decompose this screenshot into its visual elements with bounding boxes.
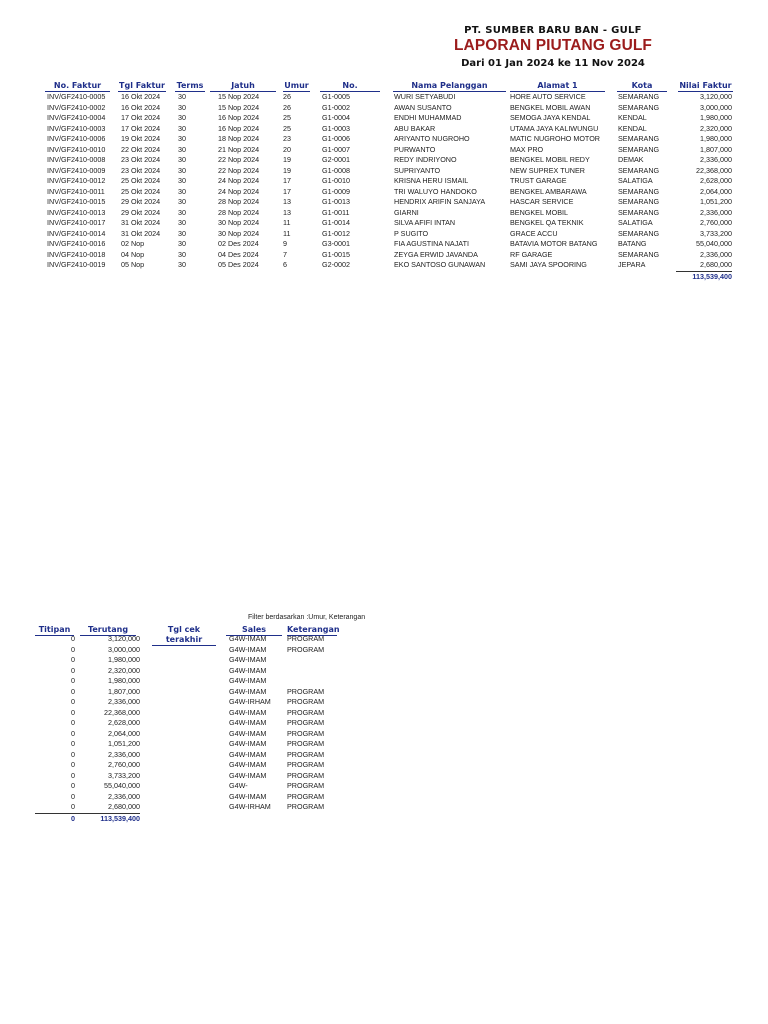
cell-umur: 13 [283, 207, 291, 217]
cell-sales: G4W-IMAM [229, 634, 267, 643]
cell-alamat: HASCAR SERVICE [510, 197, 574, 206]
cell-terms: 30 [178, 197, 186, 206]
column-header-umur: Umur [284, 81, 309, 90]
cell-nilai-faktur: 2,680,000 [700, 260, 732, 269]
cell-kota: SEMARANG [618, 197, 660, 206]
cell-nama-pelanggan: ZEYGA ERWID JAVANDA [394, 249, 478, 259]
cell-nilai-faktur: 3,733,200 [700, 228, 732, 238]
cell-alamat: NEW SUPREX TUNER [510, 165, 585, 175]
cell-titipan: 0 [71, 634, 75, 643]
cell-keterangan: PROGRAM [287, 760, 325, 769]
cell-alamat: GRACE ACCU [510, 228, 558, 238]
cell-umur: 7 [283, 249, 287, 259]
cell-tgl-faktur: 04 Nop [121, 249, 145, 259]
cell-umur: 11 [283, 218, 291, 227]
cell-tgl-faktur: 31 Okt 2024 [121, 218, 161, 227]
cell-jatuh: 30 Nop 2024 [218, 228, 260, 238]
cell-no-faktur: INV/GF2410-0013 [47, 207, 106, 217]
total-nilai-faktur: 113,539,400 [692, 271, 732, 281]
cell-terutang: 3,733,200 [108, 770, 140, 780]
cell-terms: 30 [178, 186, 186, 196]
cell-sales: G4W-IMAM [229, 676, 267, 685]
cell-alamat: UTAMA JAYA KALIWUNGU [510, 123, 599, 133]
cell-umur: 6 [283, 260, 287, 269]
cell-kota: KENDAL [618, 123, 647, 133]
column-header-nilai-faktur: Nilai Faktur [679, 81, 732, 90]
column-header-nama-pelanggan: Nama Pelanggan [393, 81, 506, 92]
cell-sales: G4W- [229, 781, 248, 790]
cell-alamat: BENGKEL AMBARAWA [510, 186, 587, 196]
cell-titipan: 0 [71, 665, 75, 675]
cell-kota: SEMARANG [618, 144, 660, 154]
cell-keterangan: PROGRAM [287, 770, 325, 780]
cell-terms: 30 [178, 218, 186, 227]
cell-terms: 30 [178, 239, 186, 248]
cell-terms: 30 [178, 113, 186, 122]
cell-no: G1-0011 [322, 207, 350, 217]
cell-no-faktur: INV/GF2410-0009 [47, 165, 106, 175]
column-header-keterangan: Keterangan [287, 625, 340, 634]
cell-alamat: BENGKEL MOBIL [510, 207, 569, 217]
cell-kota: SEMARANG [618, 134, 660, 143]
cell-tgl-faktur: 29 Okt 2024 [121, 197, 161, 206]
column-header-tgl-faktur: Tgl Faktur [119, 81, 165, 90]
cell-keterangan: PROGRAM [287, 634, 325, 643]
column-header-no: No. [320, 81, 380, 92]
cell-nama-pelanggan: AWAN SUSANTO [394, 102, 452, 112]
cell-titipan: 0 [71, 697, 75, 706]
cell-terms: 30 [178, 249, 186, 259]
cell-alamat: MAX PRO [510, 144, 544, 154]
cell-nama-pelanggan: REDY INDRIYONO [394, 155, 457, 164]
cell-jatuh: 15 Nop 2024 [218, 92, 260, 101]
cell-nama-pelanggan: FIA AGUSTINA NAJATI [394, 239, 469, 248]
cell-no: G1-0004 [322, 113, 350, 122]
cell-terms: 30 [178, 228, 186, 238]
cell-umur: 25 [283, 123, 291, 133]
cell-nilai-faktur: 1,980,000 [700, 113, 732, 122]
cell-terutang: 3,000,000 [108, 644, 140, 654]
cell-titipan: 0 [71, 760, 75, 769]
total-terutang: 113,539,400 [100, 813, 140, 823]
cell-keterangan: PROGRAM [287, 749, 325, 759]
cell-no: G1-0008 [322, 165, 350, 175]
cell-nilai-faktur: 3,120,000 [700, 92, 732, 101]
cell-no-faktur: INV/GF2410-0016 [47, 239, 106, 248]
cell-tgl-faktur: 31 Okt 2024 [121, 228, 161, 238]
cell-sales: G4W-IRHAM [229, 802, 271, 811]
cell-tgl-faktur: 19 Okt 2024 [121, 134, 161, 143]
cell-jatuh: 16 Nop 2024 [218, 123, 260, 133]
cell-no-faktur: INV/GF2410-0011 [47, 186, 105, 196]
cell-terms: 30 [178, 155, 186, 164]
cell-nilai-faktur: 2,336,000 [700, 155, 732, 164]
cell-kota: SEMARANG [618, 249, 660, 259]
cell-no: G1-0010 [322, 176, 350, 185]
cell-jatuh: 21 Nop 2024 [218, 144, 260, 154]
cell-sales: G4W-IMAM [229, 718, 267, 727]
cell-nama-pelanggan: HENDRIX ARIFIN SANJAYA [394, 197, 486, 206]
cell-titipan: 0 [71, 749, 75, 759]
cell-sales: G4W-IMAM [229, 728, 267, 738]
cell-jatuh: 16 Nop 2024 [218, 113, 260, 122]
cell-kota: SEMARANG [618, 165, 660, 175]
cell-nama-pelanggan: SUPRIYANTO [394, 165, 441, 175]
cell-no-faktur: INV/GF2410-0015 [47, 197, 106, 206]
cell-no: G1-0012 [322, 228, 350, 238]
cell-umur: 23 [283, 134, 291, 143]
cell-tgl-faktur: 17 Okt 2024 [121, 123, 161, 133]
cell-kota: SEMARANG [618, 92, 660, 101]
cell-terutang: 2,336,000 [108, 791, 140, 801]
company-name: PT. SUMBER BARU BAN - GULF [464, 25, 642, 36]
cell-titipan: 0 [71, 686, 75, 696]
cell-nilai-faktur: 2,628,000 [700, 176, 732, 185]
cell-terutang: 2,064,000 [108, 728, 140, 738]
cell-no: G1-0007 [322, 144, 350, 154]
cell-no: G3-0001 [322, 239, 350, 248]
cell-tgl-faktur: 23 Okt 2024 [121, 155, 161, 164]
column-header-terutang: Terutang [80, 625, 136, 636]
cell-terms: 30 [178, 134, 186, 143]
cell-sales: G4W-IMAM [229, 707, 267, 717]
cell-titipan: 0 [71, 802, 75, 811]
cell-titipan: 0 [71, 718, 75, 727]
cell-nama-pelanggan: P SUGITO [394, 228, 429, 238]
cell-tgl-faktur: 16 Okt 2024 [121, 92, 161, 101]
total-titipan: 0 [71, 813, 75, 823]
cell-nama-pelanggan: PURWANTO [394, 144, 436, 154]
cell-keterangan: PROGRAM [287, 718, 325, 727]
cell-terms: 30 [178, 102, 186, 112]
cell-no-faktur: INV/GF2410-0017 [47, 218, 106, 227]
cell-umur: 17 [283, 176, 291, 185]
cell-tgl-faktur: 17 Okt 2024 [121, 113, 161, 122]
cell-keterangan: PROGRAM [287, 644, 325, 654]
cell-terutang: 2,336,000 [108, 749, 140, 759]
cell-umur: 9 [283, 239, 287, 248]
cell-kota: SEMARANG [618, 207, 660, 217]
cell-sales: G4W-IMAM [229, 760, 267, 769]
cell-alamat: HORE AUTO SERVICE [510, 92, 586, 101]
cell-no: G1-0009 [322, 186, 350, 196]
cell-kota: SEMARANG [618, 102, 660, 112]
cell-titipan: 0 [71, 644, 75, 654]
cell-umur: 20 [283, 144, 291, 154]
cell-nilai-faktur: 2,336,000 [700, 207, 732, 217]
cell-no-faktur: INV/GF2410-0008 [47, 155, 106, 164]
cell-terutang: 2,628,000 [108, 718, 140, 727]
cell-no-faktur: INV/GF2410-0014 [47, 228, 106, 238]
cell-no-faktur: INV/GF2410-0004 [47, 113, 106, 122]
cell-tgl-faktur: 16 Okt 2024 [121, 102, 161, 112]
column-header-titipan: Titipan [35, 625, 74, 636]
cell-kota: KENDAL [618, 113, 647, 122]
cell-tgl-faktur: 02 Nop [121, 239, 145, 248]
cell-jatuh: 04 Des 2024 [218, 249, 259, 259]
cell-umur: 17 [283, 186, 291, 196]
cell-jatuh: 28 Nop 2024 [218, 207, 260, 217]
cell-terutang: 1,980,000 [108, 655, 140, 664]
cell-keterangan: PROGRAM [287, 791, 325, 801]
cell-nilai-faktur: 2,760,000 [700, 218, 732, 227]
cell-titipan: 0 [71, 728, 75, 738]
cell-terms: 30 [178, 176, 186, 185]
column-header-terms: Terms [176, 81, 204, 90]
cell-tgl-faktur: 05 Nop [121, 260, 145, 269]
cell-jatuh: 28 Nop 2024 [218, 197, 260, 206]
column-header-kota: Kota [617, 81, 667, 92]
cell-terutang: 55,040,000 [104, 781, 140, 790]
cell-nama-pelanggan: SILVA AFIFI INTAN [394, 218, 456, 227]
cell-terutang: 22,368,000 [104, 707, 140, 717]
cell-nama-pelanggan: KRISNA HERU ISMAIL [394, 176, 469, 185]
cell-alamat: RF GARAGE [510, 249, 553, 259]
cell-nilai-faktur: 1,980,000 [700, 134, 732, 143]
cell-nama-pelanggan: ABU BAKAR [394, 123, 436, 133]
cell-nilai-faktur: 55,040,000 [696, 239, 732, 248]
cell-umur: 13 [283, 197, 291, 206]
cell-terutang: 2,336,000 [108, 697, 140, 706]
report-title: LAPORAN PIUTANG GULF [453, 37, 653, 54]
cell-terms: 30 [178, 144, 186, 154]
cell-terutang: 3,120,000 [108, 634, 140, 643]
column-header-tgl-cek-terakhir: Tgl cek terakhir [152, 625, 216, 646]
cell-umur: 26 [283, 102, 291, 112]
cell-kota: SEMARANG [618, 228, 660, 238]
cell-terutang: 2,760,000 [108, 760, 140, 769]
cell-keterangan: PROGRAM [287, 707, 325, 717]
cell-no: G1-0013 [322, 197, 350, 206]
column-header-sales: Sales [226, 625, 282, 636]
cell-jatuh: 22 Nop 2024 [218, 155, 260, 164]
cell-keterangan: PROGRAM [287, 686, 325, 696]
cell-jatuh: 30 Nop 2024 [218, 218, 260, 227]
cell-nilai-faktur: 1,051,200 [700, 197, 732, 206]
cell-keterangan: PROGRAM [287, 728, 325, 738]
cell-terms: 30 [178, 123, 186, 133]
cell-no-faktur: INV/GF2410-0018 [47, 249, 106, 259]
cell-nilai-faktur: 2,064,000 [700, 186, 732, 196]
cell-tgl-faktur: 25 Okt 2024 [121, 176, 161, 185]
cell-umur: 25 [283, 113, 291, 122]
cell-nama-pelanggan: ENDHI MUHAMMAD [394, 113, 462, 122]
cell-nama-pelanggan: EKO SANTOSO GUNAWAN [394, 260, 486, 269]
cell-sales: G4W-IMAM [229, 665, 267, 675]
cell-jatuh: 24 Nop 2024 [218, 186, 260, 196]
column-header-no-faktur: No. Faktur [45, 81, 110, 92]
cell-kota: DEMAK [618, 155, 644, 164]
cell-alamat: SAMI JAYA SPOORING [510, 260, 587, 269]
cell-sales: G4W-IMAM [229, 644, 267, 654]
cell-no: G1-0015 [322, 249, 350, 259]
cell-no-faktur: INV/GF2410-0012 [47, 176, 106, 185]
cell-nama-pelanggan: ARIYANTO NUGROHO [394, 134, 470, 143]
cell-nama-pelanggan: GIARNI [394, 207, 419, 217]
cell-no: G1-0003 [322, 123, 350, 133]
cell-tgl-faktur: 22 Okt 2024 [121, 144, 161, 154]
cell-alamat: BENGKEL MOBIL AWAN [510, 102, 591, 112]
cell-alamat: BENGKEL MOBIL REDY [510, 155, 590, 164]
cell-jatuh: 22 Nop 2024 [218, 165, 260, 175]
cell-nama-pelanggan: TRI WALUYO HANDOKO [394, 186, 477, 196]
cell-titipan: 0 [71, 676, 75, 685]
cell-titipan: 0 [71, 791, 75, 801]
cell-nilai-faktur: 2,336,000 [700, 249, 732, 259]
filter-note: Filter berdasarkan :Umur, Keterangan [248, 614, 366, 621]
cell-titipan: 0 [71, 770, 75, 780]
cell-alamat: SEMOGA JAYA KENDAL [510, 113, 591, 122]
report-period: Dari 01 Jan 2024 ke 11 Nov 2024 [461, 58, 645, 69]
cell-sales: G4W-IMAM [229, 770, 267, 780]
cell-sales: G4W-IRHAM [229, 697, 271, 706]
cell-tgl-faktur: 25 Okt 2024 [121, 186, 161, 196]
cell-terutang: 1,980,000 [108, 676, 140, 685]
column-header-jatuh: Jatuh [210, 81, 276, 92]
cell-umur: 26 [283, 92, 291, 101]
cell-umur: 19 [283, 155, 291, 164]
cell-alamat: BENGKEL QA TEKNIK [510, 218, 584, 227]
cell-umur: 19 [283, 165, 291, 175]
cell-terutang: 2,320,000 [108, 665, 140, 675]
cell-no-faktur: INV/GF2410-0005 [47, 92, 106, 101]
cell-no-faktur: INV/GF2410-0002 [47, 102, 106, 112]
cell-alamat: MATIC NUGROHO MOTOR [510, 134, 600, 143]
cell-umur: 11 [283, 228, 291, 238]
cell-no: G1-0002 [322, 102, 350, 112]
cell-no-faktur: INV/GF2410-0003 [47, 123, 106, 133]
cell-jatuh: 24 Nop 2024 [218, 176, 260, 185]
cell-keterangan: PROGRAM [287, 697, 325, 706]
cell-keterangan: PROGRAM [287, 739, 325, 748]
cell-nilai-faktur: 3,000,000 [700, 102, 732, 112]
cell-nilai-faktur: 2,320,000 [700, 123, 732, 133]
cell-alamat: TRUST GARAGE [510, 176, 567, 185]
cell-no-faktur: INV/GF2410-0006 [47, 134, 106, 143]
cell-no: G1-0014 [322, 218, 350, 227]
cell-nilai-faktur: 1,807,000 [700, 144, 732, 154]
cell-titipan: 0 [71, 781, 75, 790]
cell-tgl-faktur: 23 Okt 2024 [121, 165, 161, 175]
cell-no: G1-0005 [322, 92, 350, 101]
cell-terutang: 1,051,200 [108, 739, 140, 748]
cell-no-faktur: INV/GF2410-0019 [47, 260, 106, 269]
cell-nilai-faktur: 22,368,000 [696, 165, 732, 175]
cell-no: G2-0002 [322, 260, 350, 269]
cell-sales: G4W-IMAM [229, 686, 267, 696]
cell-keterangan: PROGRAM [287, 781, 325, 790]
cell-nama-pelanggan: WURI SETYABUDI [394, 92, 456, 101]
cell-no-faktur: INV/GF2410-0010 [47, 144, 106, 154]
cell-kota: SALATIGA [618, 218, 653, 227]
column-header-alamat: Alamat 1 [510, 81, 605, 92]
cell-terutang: 2,680,000 [108, 802, 140, 811]
cell-sales: G4W-IMAM [229, 739, 267, 748]
cell-alamat: BATAVIA MOTOR BATANG [510, 239, 598, 248]
cell-kota: SALATIGA [618, 176, 653, 185]
cell-titipan: 0 [71, 655, 75, 664]
cell-jatuh: 15 Nop 2024 [218, 102, 260, 112]
cell-tgl-faktur: 29 Okt 2024 [121, 207, 161, 217]
cell-terms: 30 [178, 260, 186, 269]
cell-sales: G4W-IMAM [229, 749, 267, 759]
cell-titipan: 0 [71, 707, 75, 717]
cell-kota: BATANG [618, 239, 647, 248]
cell-keterangan: PROGRAM [287, 802, 325, 811]
cell-kota: JEPARA [618, 260, 646, 269]
cell-sales: G4W-IMAM [229, 791, 267, 801]
cell-no: G2-0001 [322, 155, 350, 164]
cell-sales: G4W-IMAM [229, 655, 267, 664]
cell-titipan: 0 [71, 739, 75, 748]
cell-jatuh: 02 Des 2024 [218, 239, 259, 248]
cell-terms: 30 [178, 207, 186, 217]
cell-jatuh: 18 Nop 2024 [218, 134, 260, 143]
cell-kota: SEMARANG [618, 186, 660, 196]
cell-jatuh: 05 Des 2024 [218, 260, 259, 269]
cell-no: G1-0006 [322, 134, 350, 143]
cell-terutang: 1,807,000 [108, 686, 140, 696]
cell-terms: 30 [178, 92, 186, 101]
cell-terms: 30 [178, 165, 186, 175]
